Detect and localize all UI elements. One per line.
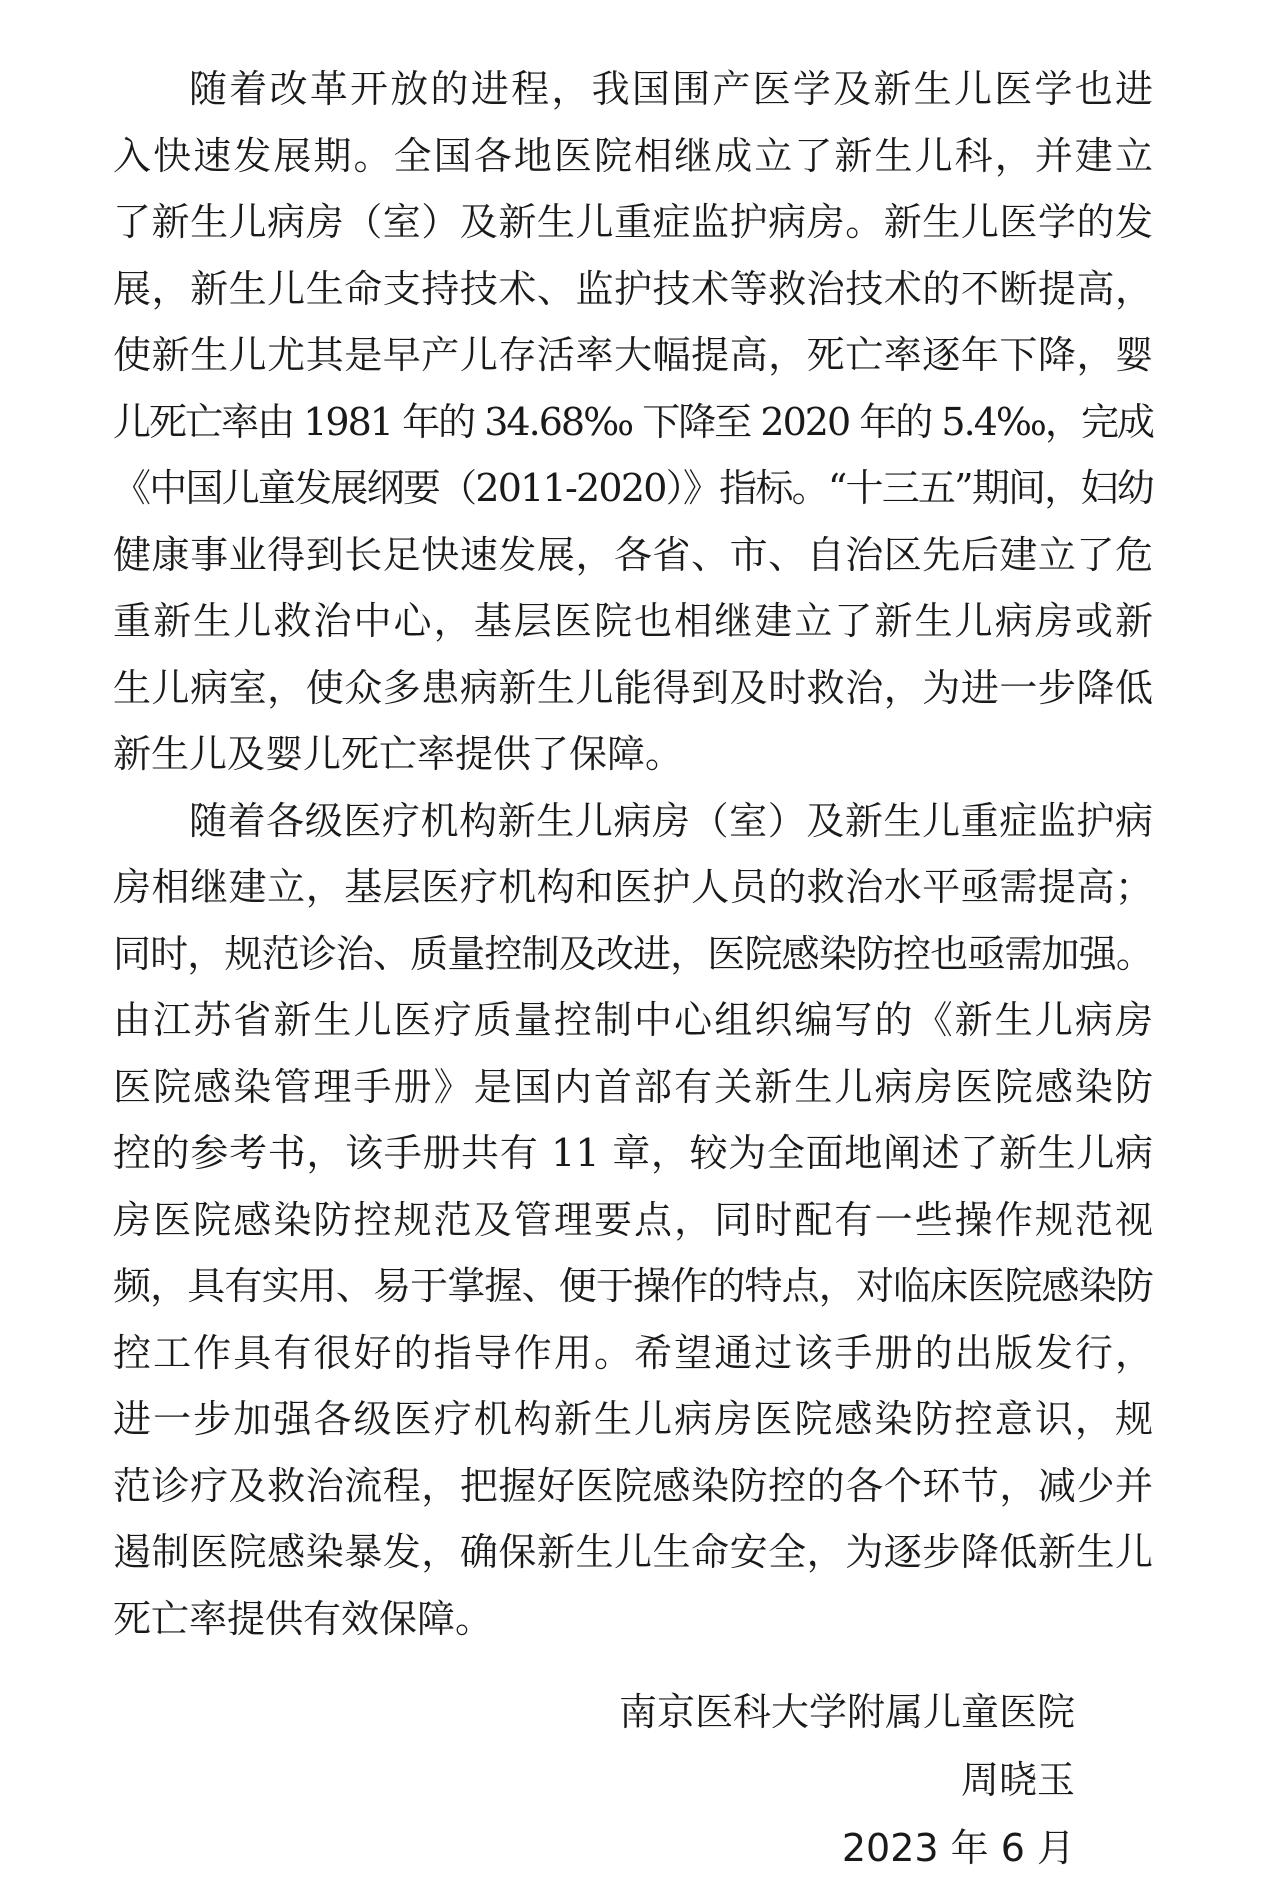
paragraph-2 xyxy=(113,788,1153,1653)
paragraph-1 xyxy=(113,56,1153,788)
text-line: 展，新生儿生命支持技术、监护技术等救治技术的不断提高， xyxy=(113,266,1153,311)
text-line: 健康事业得到长足快速发展，各省、市、自治区先后建立了危 xyxy=(113,532,1153,577)
text-line: 随着改革开放的进程，我国围产医学及新生儿医学也进 xyxy=(189,67,1153,111)
text-line: 同时，规范诊治、质量控制及改进，医院感染防控也亟需加强。 xyxy=(113,931,1153,976)
text-line: 随着各级医疗机构新生儿病房（室）及新生儿重症监护病 xyxy=(189,798,1153,843)
text-line: 重新生儿救治中心，基层医院也相继建立了新生儿病房或新 xyxy=(113,599,1153,643)
text-line: 《中国儿童发展纲要（2011-2020）》指标。“十三五”期间，妇幼 xyxy=(113,466,1153,510)
text-line: 频，具有实用、易于掌握、便于操作的特点，对临床医院感染防 xyxy=(113,1264,1153,1308)
text-line: 使新生儿尤其是早产儿存活率大幅提高，死亡率逐年下降，婴 xyxy=(113,333,1153,377)
preface-body xyxy=(113,56,1153,1652)
signature-institution: 南京医科大学附属儿童医院 xyxy=(618,1690,1075,1734)
text-line: 入快速发展期。全国各地医院相继成立了新生儿科，并建立 xyxy=(113,133,1153,178)
text-line: 新生儿及婴儿死亡率提供了保障。 xyxy=(113,732,684,776)
signature-block xyxy=(619,1678,1075,1882)
text-line: 房相继建立，基层医疗机构和医护人员的救治水平亟需提高； xyxy=(113,865,1153,909)
text-line: 房医院感染防控规范及管理要点，同时配有一些操作规范视 xyxy=(113,1197,1153,1242)
text-line: 由江苏省新生儿医疗质量控制中心组织编写的《新生儿病房 xyxy=(113,998,1153,1042)
text-line: 生儿病室，使众多患病新生儿能得到及时救治，为进一步降低 xyxy=(113,665,1153,710)
text-line: 范诊疗及救治流程，把握好医院感染防控的各个环节，减少并 xyxy=(113,1463,1153,1508)
text-line: 了新生儿病房（室）及新生儿重症监护病房。新生儿医学的发 xyxy=(113,200,1153,244)
text-line: 控的参考书，该手册共有 11 章，较为全面地阐述了新生儿病 xyxy=(113,1131,1153,1175)
text-line: 儿死亡率由 1981 年的 34.68‰ 下降至 2020 年的 5.4‰，完成 xyxy=(113,399,1153,444)
signature-author: 周晓玉 xyxy=(960,1758,1075,1802)
text-line: 医院感染管理手册》是国内首部有关新生儿病房医院感染防 xyxy=(113,1064,1153,1109)
text-line: 遏制医院感染暴发，确保新生儿生命安全，为逐步降低新生儿 xyxy=(113,1530,1153,1574)
signature-date: 2023 年 6 月 xyxy=(841,1826,1075,1870)
text-line: 进一步加强各级医疗机构新生儿病房医院感染防控意识，规 xyxy=(113,1397,1153,1441)
text-line: 控工作具有很好的指导作用。希望通过该手册的出版发行， xyxy=(113,1330,1153,1375)
text-line: 死亡率提供有效保障。 xyxy=(113,1596,494,1641)
